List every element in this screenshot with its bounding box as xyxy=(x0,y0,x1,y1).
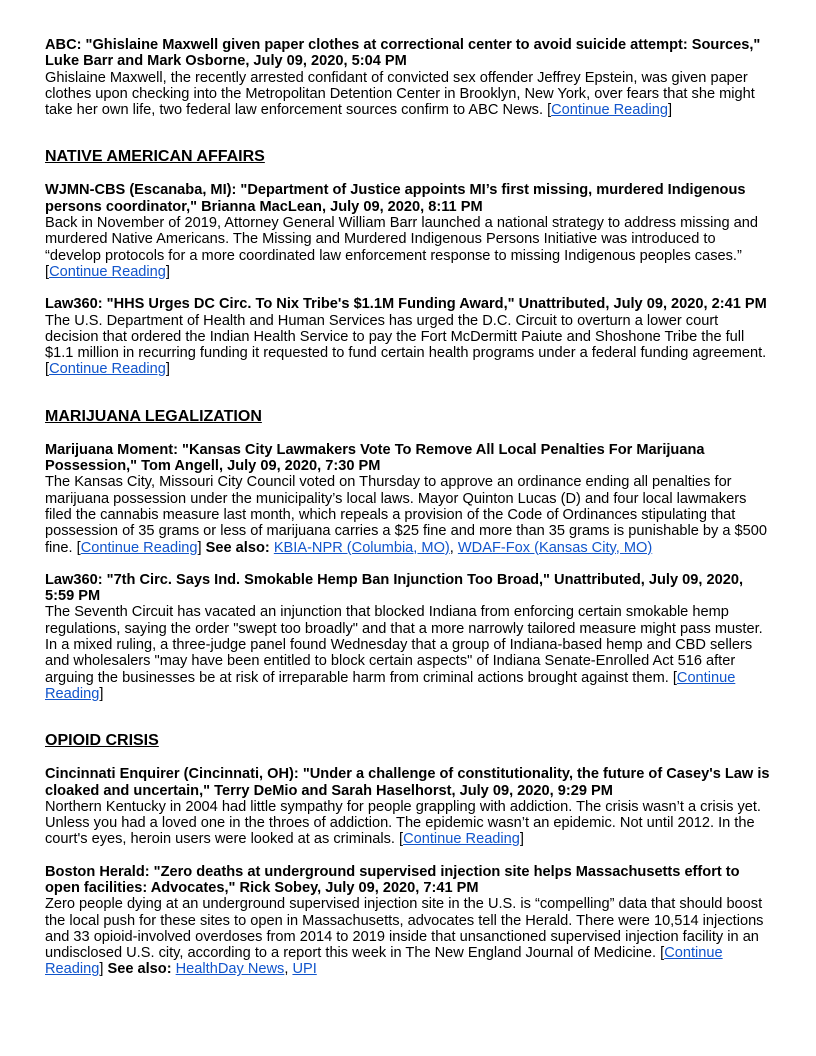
article-headline: Marijuana Moment: "Kansas City Lawmakers Vote To Remove All Local Penalties For Marijuana Possession," Tom Angell, July 09, 2020, 7:30 PM xyxy=(45,441,705,475)
section-title-native-american-affairs: NATIVE AMERICAN AFFAIRS xyxy=(45,148,265,166)
see-also-link-wdaf[interactable]: WDAF-Fox (Kansas City, MO) xyxy=(457,539,653,556)
see-also-link-upi[interactable]: UPI xyxy=(292,961,317,978)
see-also-link-healthday[interactable]: HealthDay News xyxy=(175,961,285,978)
article-abc-maxwell xyxy=(45,37,771,118)
continue-reading-link[interactable]: Continue Reading xyxy=(551,102,668,119)
article-body: Zero people dying at an underground supervised injection site in the U.S. is “compelling” data that should boost the local push for these sites to open in Massachusetts, advocates tell the Herald. There were 10,514 injections and 33 opioid-involved overdoses from 2014 to 2019 inside that unsanctioned supervised injection facility in an undisclosed U.S. city, according to a report this week in The New England Journal of Medicine. [Continue Reading] See also: HealthDay News, UPI xyxy=(45,896,764,978)
article-boston-herald-injection-site xyxy=(45,864,771,978)
continue-reading-link[interactable]: Continue Reading xyxy=(45,669,736,702)
article-body: The Seventh Circuit has vacated an injunction that blocked Indiana from enforcing certain smokable hemp regulations, saying the order "swept too broadly" and that a more narrowly tailored measure might pass muster. In a mixed ruling, a three-judge panel found Wednesday that a group of Indiana-based hemp and CBD sellers and wholesalers "may have been entitled to block certain aspects" of Indiana Senate-Enrolled Act 516 after arguing the businesses be at risk of irreparable harm from criminal actions brought against them. [Continue Reading] xyxy=(45,604,763,702)
article-wjmn-mmip xyxy=(45,182,771,280)
continue-reading-link[interactable]: Continue Reading xyxy=(49,263,166,280)
see-also-label: See also: xyxy=(205,539,270,556)
article-headline: WJMN-CBS (Escanaba, MI): "Department of Justice appoints MI’s first missing, murdered Indigenous persons coordinator," Brianna MacLean, July 09, 2020, 8:11 PM xyxy=(45,182,746,215)
section-title-opioid-crisis: OPIOID CRISIS xyxy=(45,732,159,750)
article-body: Northern Kentucky in 2004 had little sympathy for people grappling with addiction. The crisis wasn’t a crisis yet. Unless you had a loved one in the throes of addiction. The epidemic wasn’t an epidemic. Not until 2012. In the court's eyes, heroin users were looked at as criminals. [Continue Reading] xyxy=(45,798,761,848)
article-cincinnati-caseys-law xyxy=(45,766,771,847)
article-body: Ghislaine Maxwell, the recently arrested confidant of convicted sex offender Jeffrey Epstein, was given paper clothes upon checking into the Metropolitan Detention Center in Brooklyn, New York, over fears that she might take her own life, two federal law enforcement sources confirm to ABC News. [Continue Reading] xyxy=(45,69,755,119)
article-law360-hhs xyxy=(45,296,771,377)
see-also-label: See also: xyxy=(107,961,172,978)
continue-reading-link[interactable]: Continue Reading xyxy=(80,539,198,556)
article-headline: Boston Herald: "Zero deaths at underground supervised injection site helps Massachusetts effort to open facilities: Advocates," Rick Sobey, July 09, 2020, 7:41 PM xyxy=(45,863,740,896)
article-headline: ABC: "Ghislaine Maxwell given paper clothes at correctional center to avoid suicide attempt: Sources," Luke Barr and Mark Osborne, July 09, 2020, 5:04 PM xyxy=(45,37,761,70)
continue-reading-link[interactable]: Continue Reading xyxy=(403,831,520,848)
article-body: The Kansas City, Missouri City Council voted on Thursday to approve an ordinance ending all penalties for marijuana possession under the municipality’s local laws. Mayor Quinton Lucas (D) and four local lawmakers filed the cannabis measure last month, which repeals a provision of the Code of Ordinances stipulating that possession of 35 grams or less of marijuana carries a $25 fine and more than 35 grams is punishable by a $500 fine. [Continue Reading] See also: KBIA-NPR (Columbia, MO), WDAF-Fox (Kansas City, MO) xyxy=(45,474,767,556)
article-headline: Cincinnati Enquirer (Cincinnati, OH): "Under a challenge of constitutionality, the future of Casey's Law is cloaked and uncertain," Terry DeMio and Sarah Haselhorst, July 09, 2020, 9:29 PM xyxy=(45,766,770,799)
continue-reading-link[interactable]: Continue Reading xyxy=(45,945,723,978)
section-title-marijuana-legalization: MARIJUANA LEGALIZATION xyxy=(45,407,262,425)
article-law360-hemp xyxy=(45,572,771,702)
article-headline: Law360: "7th Circ. Says Ind. Smokable Hemp Ban Injunction Too Broad," Unattributed, July 09, 2020, 5:59 PM xyxy=(45,571,744,605)
article-body: The U.S. Department of Health and Human Services has urged the D.C. Circuit to overturn a lower court decision that ordered the Indian Health Service to pay the Fort McDermitt Paiute and Shoshone Tribe the full $1.1 million in recurring funding it requested to fund certain health programs under a federal funding agreement. [Continue Reading] xyxy=(45,312,767,378)
article-headline: Law360: "HHS Urges DC Circ. To Nix Tribe's $1.1M Funding Award," Unattributed, July 09, 2020, 2:41 PM xyxy=(45,296,767,313)
continue-reading-link[interactable]: Continue Reading xyxy=(49,361,166,378)
article-marijuana-moment-kc xyxy=(45,442,771,556)
see-also-link-kbia[interactable]: KBIA-NPR (Columbia, MO) xyxy=(273,539,450,556)
article-body: Back in November of 2019, Attorney General William Barr launched a national strategy to address missing and murdered Native Americans. The Missing and Murdered Indigenous Persons Initiative was introduced to “develop protocols for a more coordinated law enforcement response to missing Indigenous peoples cases.” [Continue Reading] xyxy=(45,215,759,280)
